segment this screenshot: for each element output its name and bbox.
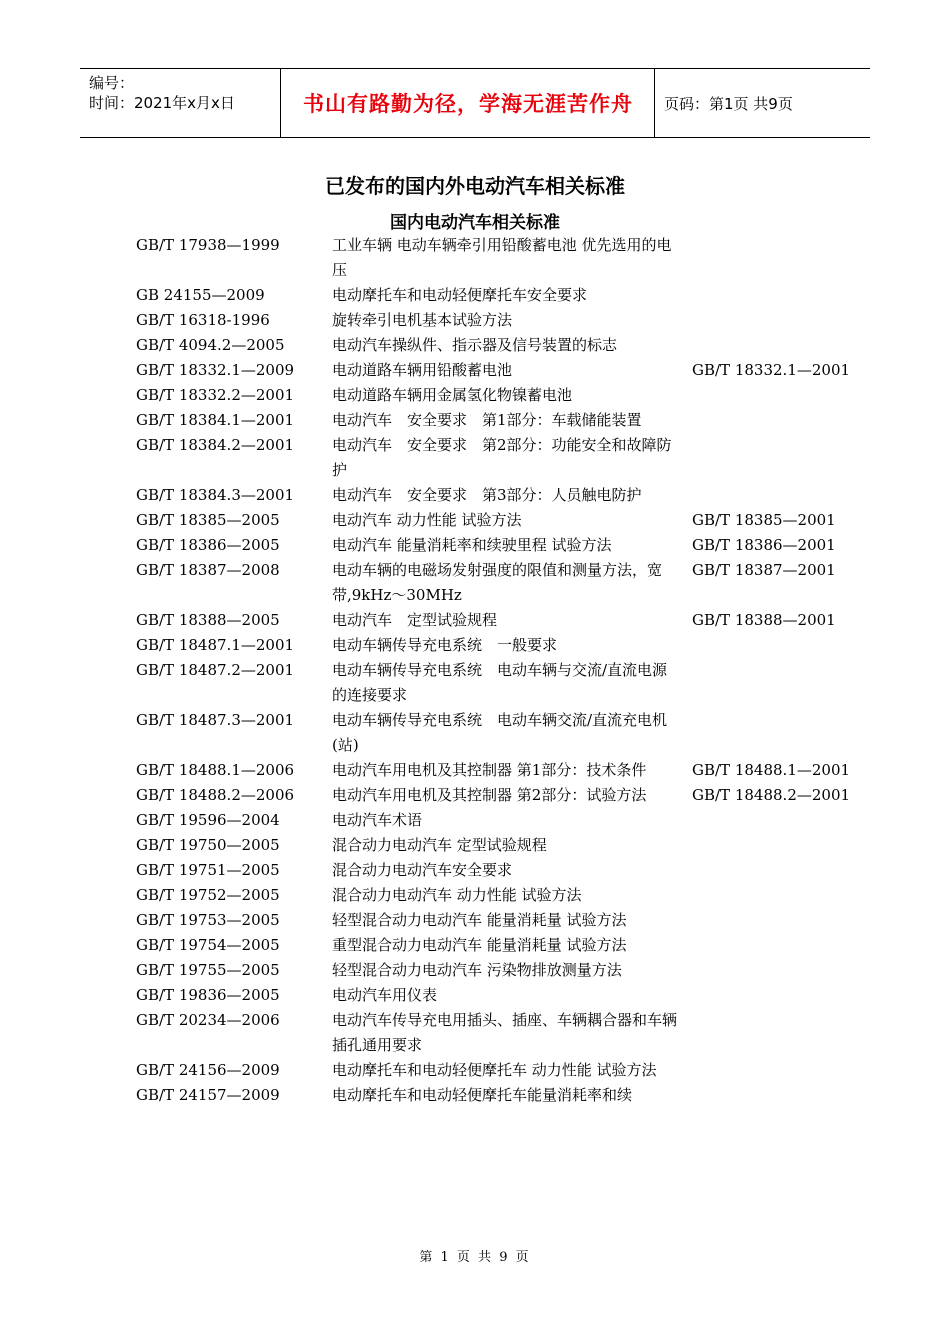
time-label: 时间：2021年x月x日 bbox=[89, 94, 235, 112]
standard-replaces: GB/T 18388—2001 bbox=[692, 611, 836, 629]
standard-replaces: GB/T 18488.2—2001 bbox=[692, 786, 851, 804]
standard-code: GB/T 19836—2005 bbox=[136, 986, 280, 1004]
standard-row bbox=[0, 933, 950, 958]
page-header bbox=[80, 68, 870, 138]
standard-code: GB/T 16318-1996 bbox=[136, 311, 270, 329]
header-page-label: 页码：第1页 共9页 bbox=[664, 94, 793, 113]
standard-row bbox=[0, 883, 950, 908]
standard-row bbox=[0, 758, 950, 783]
standard-row bbox=[0, 658, 950, 708]
standard-name: 电动摩托车和电动轻便摩托车 动力性能 试验方法 bbox=[332, 1061, 657, 1079]
standard-row bbox=[0, 1008, 950, 1058]
standard-name: 电动车辆传导充电系统 一般要求 bbox=[332, 636, 558, 654]
standard-name: 混合动力电动汽车安全要求 bbox=[332, 861, 513, 879]
standard-row bbox=[0, 383, 950, 408]
standard-row bbox=[0, 708, 950, 758]
standard-code: GB/T 19751—2005 bbox=[136, 861, 280, 879]
standard-name: 工业车辆 电动车辆牵引用铅酸蓄电池 优先选用的电压 bbox=[332, 236, 672, 279]
standard-row bbox=[0, 358, 950, 383]
standard-replaces: GB/T 18387—2001 bbox=[692, 561, 836, 579]
standard-name: 轻型混合动力电动汽车 能量消耗量 试验方法 bbox=[332, 911, 627, 929]
standard-name: 电动道路车辆用金属氢化物镍蓄电池 bbox=[332, 386, 573, 404]
page-footer: 第 1 页 共 9 页 bbox=[419, 1250, 531, 1265]
standard-code: GB/T 18384.3—2001 bbox=[136, 486, 295, 504]
standard-name: 电动摩托车和电动轻便摩托车能量消耗率和续 bbox=[332, 1086, 633, 1104]
standard-code: GB/T 18487.2—2001 bbox=[136, 661, 295, 679]
standard-code: GB/T 18384.1—2001 bbox=[136, 411, 295, 429]
standard-row bbox=[0, 333, 950, 358]
standard-row bbox=[0, 908, 950, 933]
standard-row bbox=[0, 233, 950, 283]
standard-row bbox=[0, 1083, 950, 1108]
standard-row bbox=[0, 983, 950, 1008]
standard-name: 轻型混合动力电动汽车 污染物排放测量方法 bbox=[332, 961, 622, 979]
standard-code: GB 24155—2009 bbox=[136, 286, 265, 304]
document-title: 已发布的国内外电动汽车相关标准 bbox=[325, 174, 625, 198]
standard-code: GB/T 19752—2005 bbox=[136, 886, 280, 904]
standard-replaces: GB/T 18386—2001 bbox=[692, 536, 836, 554]
standard-row bbox=[0, 858, 950, 883]
standard-code: GB/T 19750—2005 bbox=[136, 836, 280, 854]
standard-name: 电动车辆的电磁场发射强度的限值和测量方法，宽带,9kHz～30MHz bbox=[332, 561, 663, 604]
standard-code: GB/T 24157—2009 bbox=[136, 1086, 280, 1104]
standard-row bbox=[0, 958, 950, 983]
standard-code: GB/T 18387—2008 bbox=[136, 561, 280, 579]
standard-name: 电动汽车用仪表 bbox=[332, 986, 438, 1004]
standard-code: GB/T 17938—1999 bbox=[136, 236, 280, 254]
standard-replaces: GB/T 18488.1—2001 bbox=[692, 761, 851, 779]
standard-row bbox=[0, 433, 950, 483]
header-meta bbox=[80, 69, 281, 137]
standard-name: 电动汽车术语 bbox=[332, 811, 423, 829]
standard-name: 电动汽车 动力性能 试验方法 bbox=[332, 511, 522, 529]
standard-name: 混合动力电动汽车 动力性能 试验方法 bbox=[332, 886, 582, 904]
standard-code: GB/T 24156—2009 bbox=[136, 1061, 280, 1079]
standard-name: 电动汽车 能量消耗率和续驶里程 试验方法 bbox=[332, 536, 612, 554]
standard-name: 电动道路车辆用铅酸蓄电池 bbox=[332, 361, 513, 379]
standard-row bbox=[0, 783, 950, 808]
standard-row bbox=[0, 558, 950, 608]
standard-code: GB/T 18488.2—2006 bbox=[136, 786, 295, 804]
standard-code: GB/T 18386—2005 bbox=[136, 536, 280, 554]
standard-name: 旋转牵引电机基本试验方法 bbox=[332, 311, 513, 329]
standard-code: GB/T 20234—2006 bbox=[136, 1011, 280, 1029]
standard-name: 电动汽车 安全要求 第3部分：人员触电防护 bbox=[332, 486, 642, 504]
standard-name: 电动汽车传导充电用插头、插座、车辆耦合器和车辆插孔通用要求 bbox=[332, 1011, 678, 1054]
standard-row bbox=[0, 483, 950, 508]
standard-name: 电动车辆传导充电系统 电动车辆与交流/直流电源的连接要求 bbox=[332, 661, 668, 704]
standard-code: GB/T 19755—2005 bbox=[136, 961, 280, 979]
standard-code: GB/T 18487.3—2001 bbox=[136, 711, 295, 729]
section-subtitle: 国内电动汽车相关标准 bbox=[390, 213, 560, 233]
standard-code: GB/T 18332.2—2001 bbox=[136, 386, 295, 404]
header-motto: 书山有路勤为径，学海无涯苦作舟 bbox=[282, 69, 655, 137]
standard-name: 电动汽车用电机及其控制器 第1部分：技术条件 bbox=[332, 761, 647, 779]
standard-name: 电动摩托车和电动轻便摩托车安全要求 bbox=[332, 286, 588, 304]
standard-row bbox=[0, 308, 950, 333]
standard-name: 电动汽车操纵件、指示器及信号装置的标志 bbox=[332, 336, 618, 354]
standard-row bbox=[0, 1058, 950, 1083]
standard-name: 电动汽车 安全要求 第2部分：功能安全和故障防护 bbox=[332, 436, 672, 479]
standard-row bbox=[0, 283, 950, 308]
standard-code: GB/T 18487.1—2001 bbox=[136, 636, 295, 654]
standard-row bbox=[0, 833, 950, 858]
standard-name: 电动汽车用电机及其控制器 第2部分：试验方法 bbox=[332, 786, 647, 804]
standard-name: 电动汽车 安全要求 第1部分：车载储能装置 bbox=[332, 411, 642, 429]
standard-replaces: GB/T 18332.1—2001 bbox=[692, 361, 851, 379]
standard-code: GB/T 18332.1—2009 bbox=[136, 361, 295, 379]
standard-row bbox=[0, 508, 950, 533]
standard-replaces: GB/T 18385—2001 bbox=[692, 511, 836, 529]
standard-name: 电动汽车 定型试验规程 bbox=[332, 611, 498, 629]
standard-code: GB/T 18384.2—2001 bbox=[136, 436, 295, 454]
standard-code: GB/T 19596—2004 bbox=[136, 811, 280, 829]
standard-name: 混合动力电动汽车 定型试验规程 bbox=[332, 836, 547, 854]
standard-code: GB/T 4094.2—2005 bbox=[136, 336, 285, 354]
standard-name: 电动车辆传导充电系统 电动车辆交流/直流充电机(站) bbox=[332, 711, 668, 754]
number-label: 编号： bbox=[89, 74, 135, 92]
standard-name: 重型混合动力电动汽车 能量消耗量 试验方法 bbox=[332, 936, 627, 954]
standard-code: GB/T 18385—2005 bbox=[136, 511, 280, 529]
standard-code: GB/T 18488.1—2006 bbox=[136, 761, 295, 779]
standard-code: GB/T 19754—2005 bbox=[136, 936, 280, 954]
standard-row bbox=[0, 408, 950, 433]
standard-row bbox=[0, 808, 950, 833]
standards-list bbox=[0, 233, 950, 1108]
standard-row bbox=[0, 633, 950, 658]
standard-code: GB/T 18388—2005 bbox=[136, 611, 280, 629]
standard-code: GB/T 19753—2005 bbox=[136, 911, 280, 929]
standard-row bbox=[0, 608, 950, 633]
standard-row bbox=[0, 533, 950, 558]
